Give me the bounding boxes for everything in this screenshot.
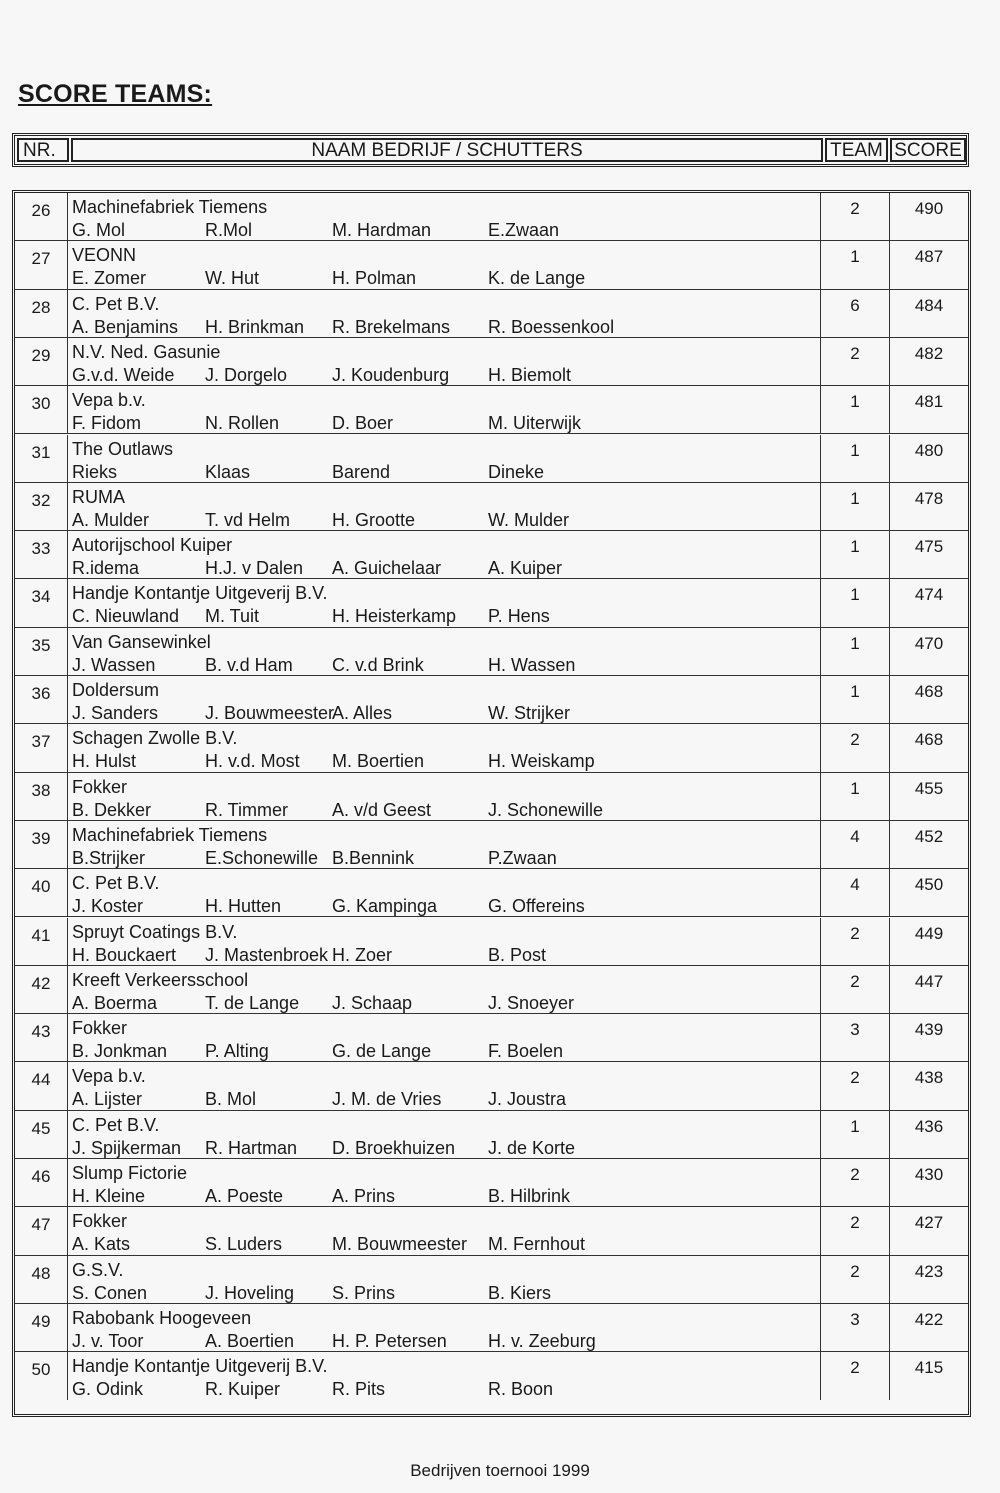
table-row xyxy=(15,483,968,531)
row-name-cell xyxy=(72,1111,817,1158)
score-value: 478 xyxy=(914,488,944,508)
row-name-cell xyxy=(72,1256,817,1303)
row-number: 32 xyxy=(15,483,68,530)
shooter-name: H. Hutten xyxy=(205,896,282,917)
team-number: 2 xyxy=(820,193,890,240)
row-name-cell xyxy=(72,386,817,433)
row-name-cell xyxy=(72,773,817,820)
shooter-name: H. Hulst xyxy=(72,751,137,772)
shooter-name: B. Dekker xyxy=(72,799,152,820)
row-number: 48 xyxy=(15,1256,68,1303)
score-value: 423 xyxy=(914,1261,944,1281)
table-row xyxy=(15,241,968,289)
header-team: TEAM xyxy=(825,138,888,162)
row-name-cell xyxy=(72,966,817,1013)
score-value: 427 xyxy=(914,1213,944,1233)
shooter-name: T. vd Helm xyxy=(205,509,291,530)
shooter-name: R. Brekelmans xyxy=(332,316,451,337)
shooter-name: G. Mol xyxy=(72,220,126,240)
row-number: 45 xyxy=(15,1111,68,1158)
row-number: 26 xyxy=(15,193,68,240)
company-name: Fokker xyxy=(72,1018,128,1039)
row-name-cell xyxy=(72,628,817,675)
shooter-name: A. Boertien xyxy=(205,1330,295,1351)
company-name: N.V. Ned. Gasunie xyxy=(72,341,221,362)
shooter-name: J. v. Toor xyxy=(72,1330,144,1351)
shooter-name: E.Schonewille xyxy=(205,847,319,868)
score-value: 452 xyxy=(914,826,944,846)
table-row xyxy=(15,773,968,821)
shooter-name: R.Mol xyxy=(205,220,253,240)
shooter-name: B. v.d Ham xyxy=(205,654,293,675)
company-name: C. Pet B.V. xyxy=(72,873,160,894)
shooter-name: M. Uiterwijk xyxy=(488,413,581,434)
shooter-name: J. Snoeyer xyxy=(488,992,575,1013)
shooter-name: D. Broekhuizen xyxy=(332,1137,456,1158)
company-name: Kreeft Verkeersschool xyxy=(72,969,249,990)
team-number: 2 xyxy=(820,724,890,771)
team-number: 1 xyxy=(820,676,890,723)
row-number: 50 xyxy=(15,1352,68,1400)
row-name-cell xyxy=(72,193,817,240)
shooter-name: H. Polman xyxy=(332,268,417,289)
score-value: 484 xyxy=(914,295,944,315)
company-name: Autorijschool Kuiper xyxy=(72,535,233,556)
shooter-name: J. Schonewille xyxy=(488,799,604,820)
row-number: 39 xyxy=(15,821,68,868)
team-number: 1 xyxy=(820,1111,890,1158)
shooter-name: W. Strijker xyxy=(488,703,571,723)
row-number: 27 xyxy=(15,241,68,288)
score-value: 470 xyxy=(914,633,944,653)
row-number: 35 xyxy=(15,628,68,675)
row-number: 30 xyxy=(15,386,68,433)
team-number: 4 xyxy=(820,821,890,868)
table-row xyxy=(15,338,968,386)
company-name: C. Pet B.V. xyxy=(72,293,160,314)
shooter-name: K. de Lange xyxy=(488,268,586,289)
shooter-name: J. Koster xyxy=(72,896,144,917)
table-row xyxy=(15,869,968,917)
table-row xyxy=(15,290,968,338)
table-row xyxy=(15,579,968,627)
shooter-name: H. Zoer xyxy=(332,944,393,965)
shooter-name: R. Hartman xyxy=(205,1137,298,1158)
team-number: 3 xyxy=(820,1304,890,1351)
shooter-name: A. Kats xyxy=(72,1234,131,1255)
page-title: SCORE TEAMS: xyxy=(18,80,213,108)
shooter-name: Barend xyxy=(332,461,391,482)
company-name: G.S.V. xyxy=(72,1259,124,1280)
shooter-name: P. Hens xyxy=(488,606,550,627)
shooter-name: J. Bouwmeester xyxy=(205,703,335,723)
company-name: Schagen Zwolle B.V. xyxy=(72,728,238,749)
table-row xyxy=(15,676,968,724)
row-name-cell xyxy=(72,1062,817,1109)
team-number: 2 xyxy=(820,1159,890,1206)
shooter-name: F. Fidom xyxy=(72,413,142,434)
row-name-cell xyxy=(72,869,817,916)
shooter-name: H. Grootte xyxy=(332,509,416,530)
team-number: 1 xyxy=(820,773,890,820)
shooter-name: H. Wassen xyxy=(488,654,576,675)
row-name-cell xyxy=(72,435,817,482)
team-number: 2 xyxy=(820,966,890,1013)
company-name: RUMA xyxy=(72,486,125,507)
table-row xyxy=(15,1352,968,1400)
team-number: 1 xyxy=(820,241,890,288)
shooter-name: A. Alles xyxy=(332,703,393,723)
row-number: 44 xyxy=(15,1062,68,1109)
shooter-name: Rieks xyxy=(72,461,118,482)
table-header xyxy=(12,133,969,167)
row-number: 46 xyxy=(15,1159,68,1206)
table-row xyxy=(15,531,968,579)
shooter-name: F. Boelen xyxy=(488,1041,564,1062)
company-name: Handje Kontantje Uitgeverij B.V. xyxy=(72,1356,328,1377)
shooter-name: D. Boer xyxy=(332,413,394,434)
team-number: 2 xyxy=(820,918,890,965)
table-row xyxy=(15,724,968,772)
company-name: Fokker xyxy=(72,1211,128,1232)
shooter-name: M. Bouwmeester xyxy=(332,1234,468,1255)
row-name-cell xyxy=(72,1352,817,1400)
company-name: Doldersum xyxy=(72,680,160,700)
score-value: 455 xyxy=(914,778,944,798)
header-name: NAAM BEDRIJF / SCHUTTERS xyxy=(71,138,823,162)
score-value: 422 xyxy=(914,1309,944,1329)
shooter-name: S. Luders xyxy=(205,1234,283,1255)
shooter-name: J. Mastenbroek xyxy=(205,944,329,965)
shooter-name: B. Mol xyxy=(205,1089,257,1110)
row-number: 47 xyxy=(15,1207,68,1254)
row-name-cell xyxy=(72,724,817,771)
shooter-name: B.Bennink xyxy=(332,847,415,868)
team-number: 1 xyxy=(820,628,890,675)
shooter-name: B. Kiers xyxy=(488,1282,552,1303)
score-value: 481 xyxy=(914,392,944,412)
team-number: 2 xyxy=(820,1256,890,1303)
shooter-name: Klaas xyxy=(205,461,251,482)
row-name-cell xyxy=(72,1207,817,1254)
table-row xyxy=(15,1256,968,1304)
shooter-name: A. Boerma xyxy=(72,992,158,1013)
shooter-name: A. Prins xyxy=(332,1186,396,1206)
row-number: 38 xyxy=(15,773,68,820)
table-row xyxy=(15,966,968,1014)
table-row xyxy=(15,821,968,869)
score-value: 450 xyxy=(914,875,944,895)
shooter-name: J. Hoveling xyxy=(205,1282,295,1303)
row-name-cell xyxy=(72,1159,817,1206)
team-number: 2 xyxy=(820,338,890,385)
shooter-name: J. Dorgelo xyxy=(205,364,288,385)
shooter-name: R. Boessenkool xyxy=(488,316,615,337)
team-number: 6 xyxy=(820,290,890,337)
row-number: 49 xyxy=(15,1304,68,1351)
shooter-name: M. Boertien xyxy=(332,751,425,772)
shooter-name: H. v.d. Most xyxy=(205,751,300,772)
company-name: Fokker xyxy=(72,776,128,797)
shooter-name: R. Timmer xyxy=(205,799,288,820)
row-number: 34 xyxy=(15,579,68,626)
row-number: 33 xyxy=(15,531,68,578)
team-number: 1 xyxy=(820,579,890,626)
shooter-name: S. Prins xyxy=(332,1282,396,1303)
header-score: SCORE xyxy=(890,138,966,162)
shooter-name: J. Koudenburg xyxy=(332,364,450,385)
row-name-cell xyxy=(72,531,817,578)
shooter-name: G. de Lange xyxy=(332,1041,432,1062)
shooter-name: H.J. v Dalen xyxy=(205,558,304,579)
shooter-name: N. Rollen xyxy=(205,413,280,434)
score-value: 482 xyxy=(914,343,944,363)
table-row xyxy=(15,628,968,676)
score-value: 436 xyxy=(914,1116,944,1136)
team-number: 2 xyxy=(820,1352,890,1400)
shooter-name: H. Heisterkamp xyxy=(332,606,457,627)
team-number: 3 xyxy=(820,1014,890,1061)
shooter-name: R.idema xyxy=(72,558,140,579)
team-number: 4 xyxy=(820,869,890,916)
shooter-name: B. Post xyxy=(488,944,547,965)
table-row xyxy=(15,1062,968,1110)
table-row xyxy=(15,386,968,434)
company-name: Spruyt Coatings B.V. xyxy=(72,921,238,942)
shooter-name: J. Sanders xyxy=(72,703,159,723)
shooter-name: A. Mulder xyxy=(72,509,150,530)
team-number: 1 xyxy=(820,531,890,578)
team-number: 1 xyxy=(820,435,890,482)
score-value: 447 xyxy=(914,971,944,991)
row-name-cell xyxy=(72,338,817,385)
shooter-name: H. Bouckaert xyxy=(72,944,177,965)
company-name: Rabobank Hoogeveen xyxy=(72,1307,252,1328)
shooter-name: M. Hardman xyxy=(332,220,432,240)
shooter-name: J. Wassen xyxy=(72,654,156,675)
score-table xyxy=(12,190,971,1417)
score-value: 449 xyxy=(914,923,944,943)
company-name: Machinefabriek Tiemens xyxy=(72,197,268,217)
score-value: 480 xyxy=(914,440,944,460)
shooter-name: S. Conen xyxy=(72,1282,148,1303)
table-row xyxy=(15,435,968,483)
row-number: 43 xyxy=(15,1014,68,1061)
row-number: 40 xyxy=(15,869,68,916)
row-number: 31 xyxy=(15,435,68,482)
shooter-name: J. Joustra xyxy=(488,1089,567,1110)
row-name-cell xyxy=(72,579,817,626)
shooter-name: H. Brinkman xyxy=(205,316,305,337)
company-name: Van Gansewinkel xyxy=(72,631,211,652)
team-number: 2 xyxy=(820,1062,890,1109)
score-value: 468 xyxy=(914,682,944,701)
shooter-name: W. Hut xyxy=(205,268,260,289)
shooter-name: H. P. Petersen xyxy=(332,1330,447,1351)
score-value: 487 xyxy=(914,247,944,267)
table-row xyxy=(15,918,968,966)
score-value: 415 xyxy=(914,1358,944,1378)
shooter-name: G. Odink xyxy=(72,1379,144,1400)
shooter-name: E. Zomer xyxy=(72,268,147,289)
shooter-name: A. Kuiper xyxy=(488,558,563,579)
row-number: 42 xyxy=(15,966,68,1013)
shooter-name: A. Benjamins xyxy=(72,316,179,337)
score-value: 475 xyxy=(914,537,944,557)
shooter-name: M. Fernhout xyxy=(488,1234,586,1255)
shooter-name: M. Tuit xyxy=(205,606,260,627)
shooter-name: R. Kuiper xyxy=(205,1379,281,1400)
shooter-name: B. Hilbrink xyxy=(488,1186,571,1206)
score-value: 474 xyxy=(914,585,944,605)
score-value: 438 xyxy=(914,1068,944,1088)
shooter-name: E.Zwaan xyxy=(488,220,560,240)
shooter-name: B. Jonkman xyxy=(72,1041,168,1062)
row-number: 37 xyxy=(15,724,68,771)
company-name: Vepa b.v. xyxy=(72,1066,146,1087)
row-name-cell xyxy=(72,918,817,965)
shooter-name: A. Guichelaar xyxy=(332,558,442,579)
table-row xyxy=(15,1304,968,1352)
company-name: Handje Kontantje Uitgeverij B.V. xyxy=(72,583,328,604)
shooter-name: G.v.d. Weide xyxy=(72,364,175,385)
shooter-name: P. Alting xyxy=(205,1041,269,1062)
shooter-name: A. v/d Geest xyxy=(332,799,432,820)
row-name-cell xyxy=(72,821,817,868)
header-nr: NR. xyxy=(17,138,69,162)
shooter-name: H. Kleine xyxy=(72,1186,146,1206)
shooter-name: H. Biemolt xyxy=(488,364,572,385)
company-name: Slump Fictorie xyxy=(72,1163,188,1183)
shooter-name: A. Lijster xyxy=(72,1089,143,1110)
team-number: 1 xyxy=(820,386,890,433)
table-row xyxy=(15,1207,968,1255)
table-row xyxy=(15,1111,968,1159)
company-name: C. Pet B.V. xyxy=(72,1114,160,1135)
shooter-name: W. Mulder xyxy=(488,509,570,530)
row-number: 36 xyxy=(15,676,68,723)
shooter-name: J. de Korte xyxy=(488,1137,576,1158)
row-name-cell xyxy=(72,290,817,337)
row-name-cell xyxy=(72,483,817,530)
row-name-cell xyxy=(72,1014,817,1061)
row-number: 29 xyxy=(15,338,68,385)
company-name: VEONN xyxy=(72,245,137,266)
row-number: 28 xyxy=(15,290,68,337)
company-name: Vepa b.v. xyxy=(72,390,146,411)
team-number: 2 xyxy=(820,1207,890,1254)
team-number: 1 xyxy=(820,483,890,530)
table-row xyxy=(15,1014,968,1062)
score-value: 439 xyxy=(914,1020,944,1040)
score-value: 490 xyxy=(914,199,944,218)
score-value: 468 xyxy=(914,730,944,750)
shooter-name: C. v.d Brink xyxy=(332,654,424,675)
shooter-name: P.Zwaan xyxy=(488,847,557,868)
shooter-name: J. Spijkerman xyxy=(72,1137,182,1158)
shooter-name: R. Pits xyxy=(332,1379,386,1400)
shooter-name: A. Poeste xyxy=(205,1186,284,1206)
score-value: 430 xyxy=(914,1165,944,1184)
shooter-name: J. M. de Vries xyxy=(332,1089,442,1110)
shooter-name: C. Nieuwland xyxy=(72,606,180,627)
row-name-cell xyxy=(72,1304,817,1351)
table-row xyxy=(15,193,968,241)
shooter-name: Dineke xyxy=(488,461,545,482)
table-row xyxy=(15,1159,968,1207)
shooter-name: H. v. Zeeburg xyxy=(488,1330,596,1351)
row-name-cell xyxy=(72,241,817,288)
row-number: 41 xyxy=(15,918,68,965)
shooter-name: B.Strijker xyxy=(72,847,146,868)
shooter-name: J. Schaap xyxy=(332,992,413,1013)
shooter-name: H. Weiskamp xyxy=(488,751,595,772)
page-footer: Bedrijven toernooi 1999 xyxy=(410,1461,590,1480)
company-name: Machinefabriek Tiemens xyxy=(72,824,268,845)
shooter-name: T. de Lange xyxy=(205,992,300,1013)
shooter-name: R. Boon xyxy=(488,1379,554,1400)
row-name-cell xyxy=(72,676,817,723)
shooter-name: G. Offereins xyxy=(488,896,585,917)
company-name: The Outlaws xyxy=(72,438,174,459)
shooter-name: G. Kampinga xyxy=(332,896,438,917)
